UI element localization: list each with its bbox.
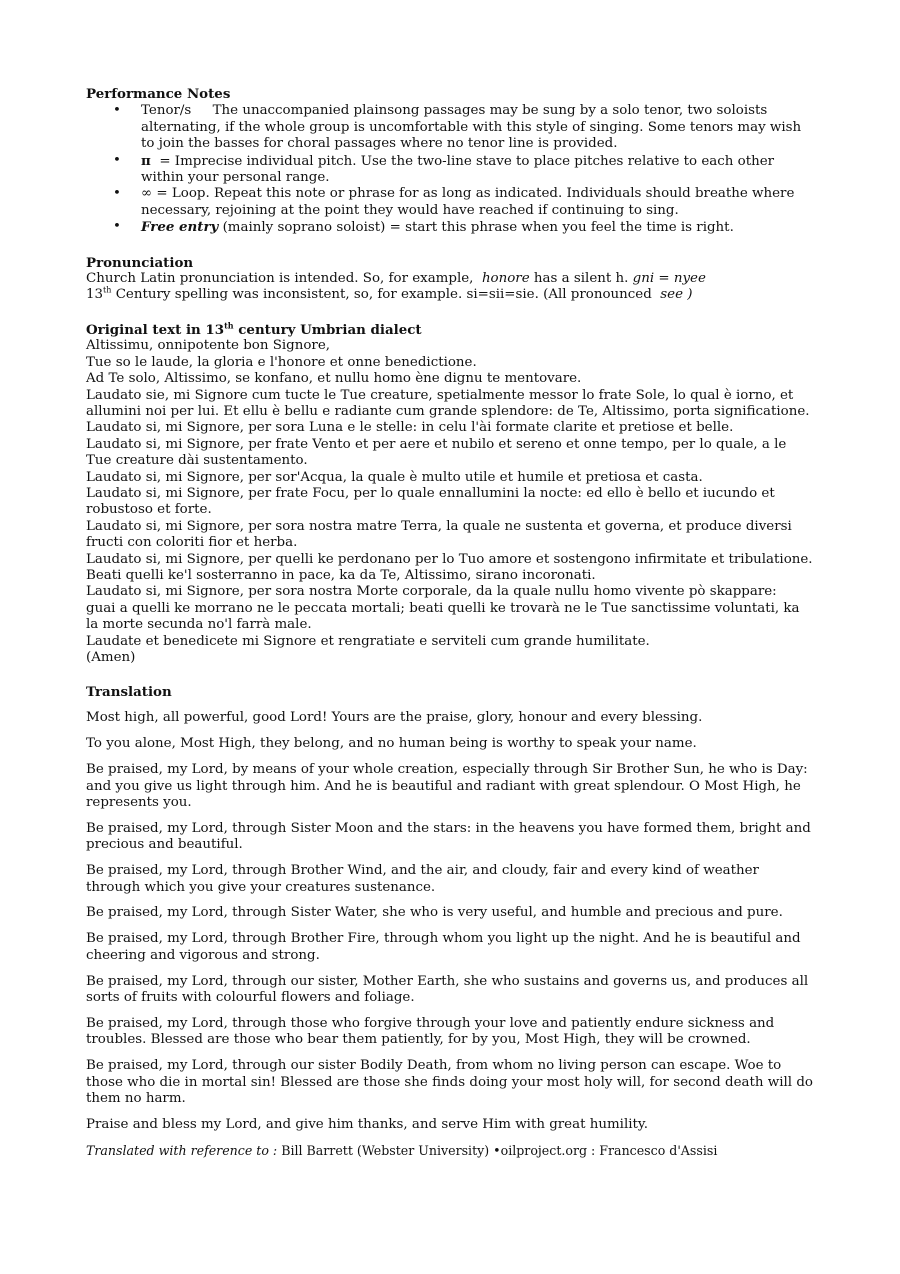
performance-notes-heading: Performance Notes (86, 86, 231, 102)
gni-rule: gni = nyee (632, 271, 706, 287)
note-text: (mainly soprano soloist) = start this phrase when you feel the time is right. (222, 220, 734, 236)
bullet: • (113, 186, 121, 202)
note-text: = Loop. Repeat this note or phrase for as long as indicated. Individuals should breathe where necessary, rejoining at the point they would have reached if continuing to sing. (141, 186, 795, 218)
translation-paragraph: Be praised, my Lord, through Brother Fire, through whom you light up the night. And he is beautiful and cheering and vigorous and strong. (86, 931, 801, 963)
note-tenors (86, 103, 814, 152)
credit-text: Bill Barrett (Webster University) •oilproject.org : Francesco d'Assisi (281, 1142, 718, 1158)
original-line: Laudato sie, mi Signore cum tucte le Tue creature, spetialmente messor lo frate Sole, lo qual è iorno, et allumini noi per lui. Et ellu è bellu e radiante cum grande splendore: de Te, Altissimo, porta significatione. (86, 387, 810, 419)
translation-paragraph: To you alone, Most High, they belong, and no human being is worthy to speak your name. (86, 736, 697, 752)
bullet: • (113, 152, 121, 168)
note-lead: Tenor/s (141, 103, 192, 119)
translation-paragraph: Be praised, my Lord, by means of your whole creation, especially through Sir Brother Sun, he who is Day: and you give us light through him. And he is beautiful and radiant with great splendour. O Most High, he represents you. (86, 762, 808, 810)
translation-paragraph: Be praised, my Lord, through our sister, Mother Earth, she who sustains and governs us, and produces all sorts of fruits with colourful flowers and foliage. (86, 973, 809, 1006)
note-lead: Free entry (141, 219, 219, 236)
original-line: Laudato si, mi Signore, per sora nostra matre Terra, la quale ne sustenta et governa, et produce diversi fructi con coloriti fior et herba. (86, 518, 792, 551)
translation-paragraph: Be praised, my Lord, through our sister Bodily Death, from whom no living person can escape. Woe to those who die in mortal sin! Blessed are those she finds doing your most holy will, for second death will do them no harm. (86, 1058, 813, 1107)
translation-paragraph: Be praised, my Lord, through Sister Water, she who is very useful, and humble and precious and pure. (86, 905, 783, 921)
original-text-heading (86, 322, 814, 338)
century-number: 13 (86, 287, 104, 303)
translation-paragraph: Praise and bless my Lord, and give him thanks, and serve Him with great humility. (86, 1117, 648, 1133)
see-note: see ) (660, 287, 693, 303)
translation-paragraph: Be praised, my Lord, through Sister Moon and the stars: in the heavens you have formed them, bright and precious and beautiful. (86, 820, 811, 853)
note-text: = Imprecise individual pitch. Use the two-line stave to place pitches relative to each other within your personal range. (141, 153, 775, 186)
pronunciation-line-1 (86, 271, 814, 287)
note-free-entry (86, 219, 814, 236)
infinity-symbol: ∞ (141, 186, 153, 202)
pronunciation-line-2 (86, 287, 814, 303)
original-line: Beati quelli ke'l sosterranno in pace, ka da Te, Altissimo, sirano incoronati. (86, 567, 596, 583)
note-imprecise-pitch (86, 153, 814, 187)
original-line: guai a quelli ke morrano ne le peccata mortali; beati quelli ke trovarà ne le Tue sanctissime voluntati, ka la morte secunda no'l farrà male. (86, 600, 800, 633)
original-line: Tue so le laude, la gloria e l'honore et onne benedictione. (86, 354, 477, 370)
pi-symbol: π (141, 152, 151, 169)
translation-paragraph: Be praised, my Lord, through Brother Wind, and the air, and cloudy, fair and every kind of weather through which you give your creatures sustenance. (86, 863, 759, 895)
example-word: honore (481, 271, 530, 287)
note-text: The unaccompanied plainsong passages may be sung by a solo tenor, two soloists alternating, if the whole group is uncomfortable with this style of singing. Some tenors may wish to join the basses for choral passages where no tenor line is provided. (141, 103, 802, 152)
note-loop (86, 186, 814, 219)
pronunciation-text: Century spelling was inconsistent, so, for example. si=sii=sie. (All pronounced (115, 287, 652, 303)
performance-notes-list (86, 103, 814, 236)
original-line: Laudato si, mi Signore, per frate Focu, per lo quale ennallumini la nocte: ed ello è bello et iucundo et robustoso et forte. (86, 485, 775, 518)
original-line: Laudate et benedicete mi Signore et rengratiate e serviteli cum grande humilitate. (86, 633, 650, 649)
heading-part: century Umbrian dialect (238, 321, 422, 338)
original-line: Laudato si, mi Signore, per frate Vento et per aere et nubilo et sereno et onne tempo, per lo quale, a le Tue creature dài sustentamento. (86, 436, 787, 469)
heading-part: Original text in 13 (86, 321, 225, 338)
ordinal-suffix: th (224, 320, 234, 331)
original-line: Laudato si, mi Signore, per sora Luna e le stelle: in celu l'ài formate clarite et pretiose et belle. (86, 420, 734, 436)
credit-lead: Translated with reference to : (86, 1142, 278, 1158)
original-line: Laudato si, mi Signore, per sora nostra Morte corporale, da la quale nullu homo vivente pò skappare: (86, 584, 777, 600)
document-page (86, 86, 814, 1159)
translation-paragraph: Most high, all powerful, good Lord! Yours are the praise, glory, honour and every blessing. (86, 710, 703, 726)
bullet: • (113, 103, 121, 119)
ordinal-suffix: th (103, 286, 112, 295)
original-line: Ad Te solo, Altissimo, se konfano, et nullu homo ène dignu te mentovare. (86, 371, 582, 387)
translation-body (86, 710, 814, 1133)
original-line: Altissimu, onnipotente bon Signore, (86, 338, 331, 354)
original-line: Laudato si, mi Signore, per quelli ke perdonano per lo Tuo amore et sostengono infirmitate et tribulatione. (86, 551, 813, 567)
bullet: • (113, 219, 121, 235)
pronunciation-heading: Pronunciation (86, 254, 194, 271)
original-text-body (86, 338, 814, 666)
pronunciation-text: has a silent h. (533, 271, 629, 287)
translation-paragraph: Be praised, my Lord, through those who forgive through your love and patiently endure sickness and troubles. Blessed are those who bear them patiently, for by you, Most High, they will be crowned. (86, 1016, 775, 1048)
pronunciation-text: Church Latin pronunciation is intended. So, for example, (86, 271, 474, 287)
original-line: Laudato si, mi Signore, per sor'Acqua, la quale è multo utile et humile et pretiosa et casta. (86, 469, 703, 485)
translation-credit (86, 1143, 814, 1159)
translation-heading: Translation (86, 684, 172, 701)
original-line: (Amen) (86, 650, 136, 665)
